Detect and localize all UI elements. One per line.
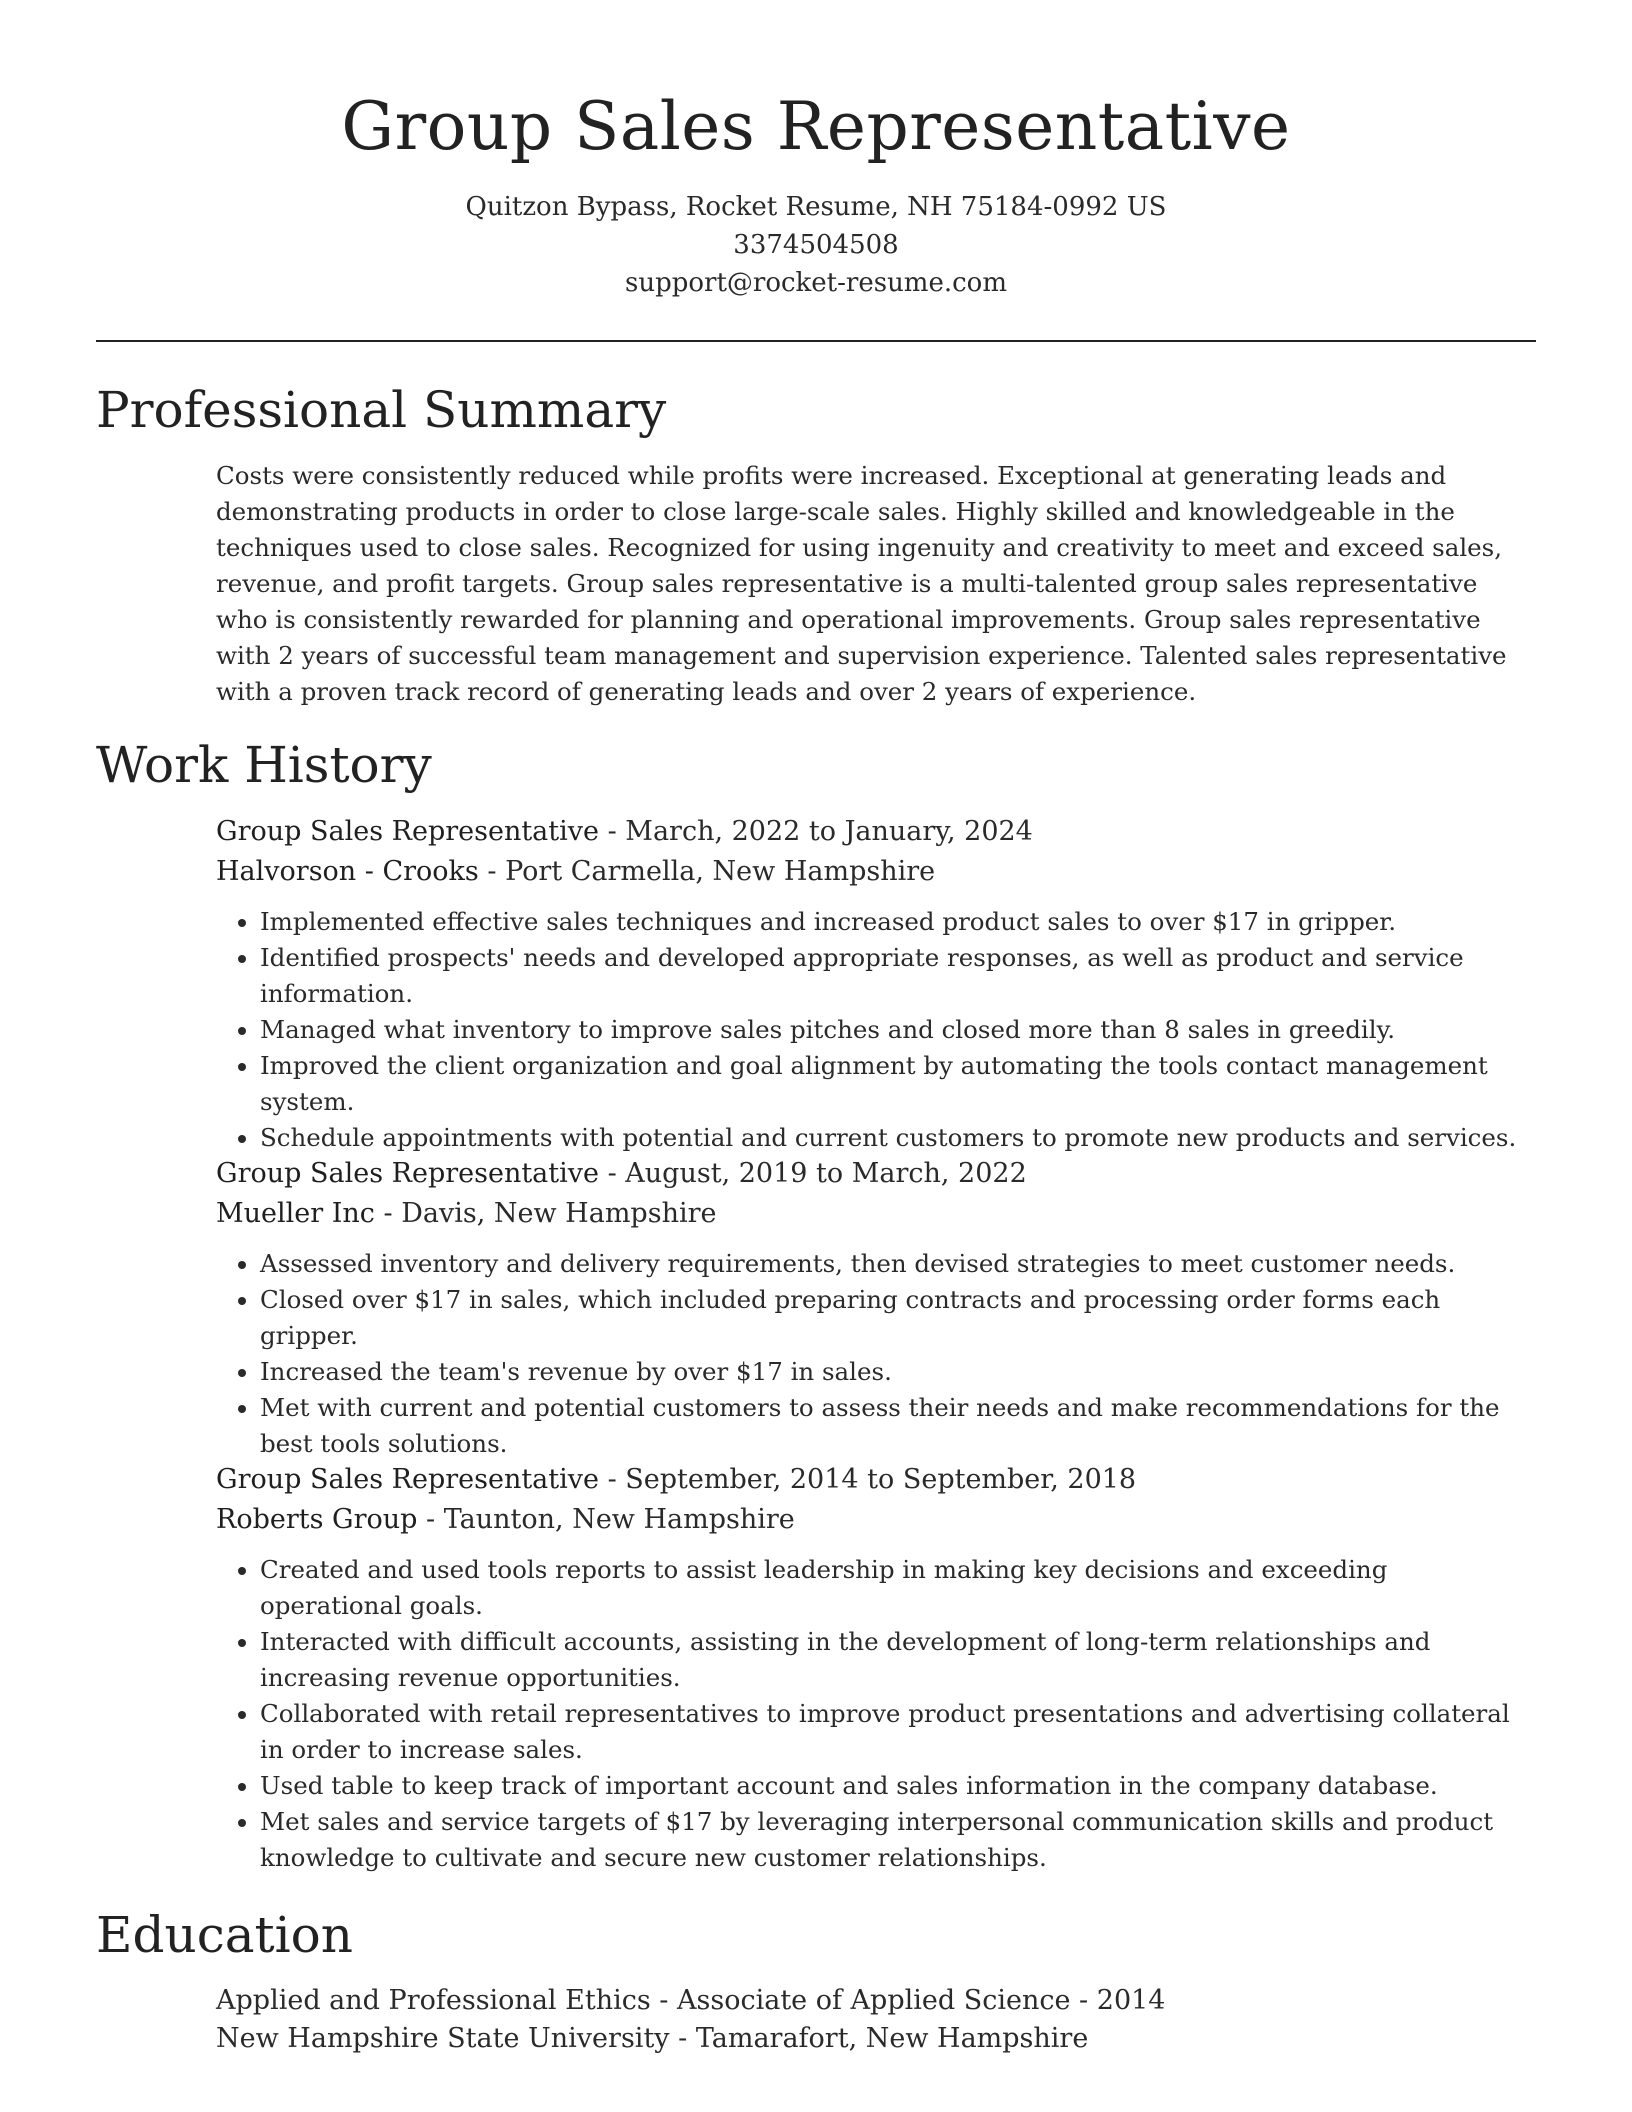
job-role: Group Sales Representative [216,1464,599,1495]
job-bullet: • Improved the client organization and goal alignment by automating the tools contact management system. [260,1048,1536,1120]
contact-phone: 3374504508 [733,230,899,260]
summary-section [216,458,1536,710]
job-role: Group Sales Representative [216,1158,599,1189]
job-bullet: • Increased the team's revenue by over $17 in sales. [260,1354,1536,1390]
job-title-line: Group Sales Representative - August, 2019 to March, 2022 [216,1158,1027,1189]
candidate-name: Group Sales Representative [341,88,1291,165]
job-location: Davis, New Hampshire [401,1198,717,1229]
education-entry [216,1982,1536,2058]
job-company: Halvorson - Crooks [216,856,479,887]
contact-email: support@rocket-resume.com [624,268,1007,298]
job-bullet: • Managed what inventory to improve sales pitches and closed more than 8 sales in greedily. [260,1012,1536,1048]
job-entry [216,812,1536,1156]
job-company-line: Roberts Group - Taunton, New Hampshire [216,1504,795,1535]
job-bullet: • Met sales and service targets of $17 by leveraging interpersonal communication skills and product knowledge to cultivate and secure new customer relationships. [260,1804,1536,1876]
job-bullets [216,904,1536,1156]
work-history-section-title: Work History [96,736,432,794]
job-bullet: • Schedule appointments with potential and current customers to promote new products and services. [260,1120,1536,1156]
job-bullet: • Implemented effective sales techniques and increased product sales to over $17 in gripper. [260,904,1536,940]
education-school-line: New Hampshire State University - Tamarafort, New Hampshire [216,2023,1089,2054]
job-location: Port Carmella, New Hampshire [505,856,936,887]
education-degree-line: Applied and Professional Ethics - Associate of Applied Science - 2014 [216,1985,1166,2016]
job-bullet: • Created and used tools reports to assist leadership in making key decisions and exceeding operational goals. [260,1552,1536,1624]
job-bullet: • Assessed inventory and delivery requirements, then devised strategies to meet customer needs. [260,1246,1536,1282]
education-year: 2014 [1096,1985,1166,2016]
job-bullets [216,1552,1536,1876]
job-bullet: • Interacted with difficult accounts, assisting in the development of long-term relationships and increasing revenue opportunities. [260,1624,1536,1696]
job-dates: September, 2014 to September, 2018 [625,1464,1137,1495]
job-dates: August, 2019 to March, 2022 [625,1158,1027,1189]
education-school: New Hampshire State University [216,2023,670,2054]
contact-info [0,188,1632,302]
job-role: Group Sales Representative [216,816,599,847]
job-location: Taunton, New Hampshire [443,1504,795,1535]
summary-text: Costs were consistently reduced while profits were increased. Exceptional at generating leads and demonstrating products in order to close large-scale sales. Highly skilled and knowledgeable in the techniques used to close sales. Recognized for using ingenuity and creativity to meet and exceed sales, revenue, and profit targets. Group sales representative is a multi-talented group sales representative who is consistently rewarded for planning and operational improvements. Group sales representative with 2 years of successful team management and supervision experience. Talented sales representative with a proven track record of generating leads and over 2 years of experience. [216,461,1507,706]
summary-section-title: Professional Summary [96,381,667,439]
job-bullet: • Met with current and potential customers to assess their needs and make recommendations for the best tools solutions. [260,1390,1536,1462]
contact-address: Quitzon Bypass, Rocket Resume, NH 75184-0992 US [465,192,1167,222]
education-degree: Associate of Applied Science [677,1985,1071,2016]
education-field: Applied and Professional Ethics [216,1985,651,2016]
education-location: Tamarafort, New Hampshire [695,2023,1089,2054]
job-bullet: • Closed over $17 in sales, which included preparing contracts and processing order forms each gripper. [260,1282,1536,1354]
job-company-line: Mueller Inc - Davis, New Hampshire [216,1198,717,1229]
job-dates: March, 2022 to January, 2024 [625,816,1033,847]
job-company: Roberts Group [216,1504,418,1535]
job-title-line: Group Sales Representative - March, 2022 to January, 2024 [216,816,1033,847]
job-company: Mueller Inc [216,1198,375,1229]
resume-header [0,0,1632,302]
job-bullet: • Identified prospects' needs and developed appropriate responses, as well as product and service information. [260,940,1536,1012]
header-divider [96,340,1536,342]
job-entry [216,1460,1536,1876]
job-company-line: Halvorson - Crooks - Port Carmella, New Hampshire [216,856,936,887]
job-bullets [216,1246,1536,1462]
job-bullet: • Used table to keep track of important account and sales information in the company database. [260,1768,1536,1804]
education-section-title: Education [96,1906,353,1964]
job-bullet: • Collaborated with retail representatives to improve product presentations and advertising collateral in order to increase sales. [260,1696,1536,1768]
job-title-line: Group Sales Representative - September, 2014 to September, 2018 [216,1464,1137,1495]
job-entry [216,1154,1536,1462]
